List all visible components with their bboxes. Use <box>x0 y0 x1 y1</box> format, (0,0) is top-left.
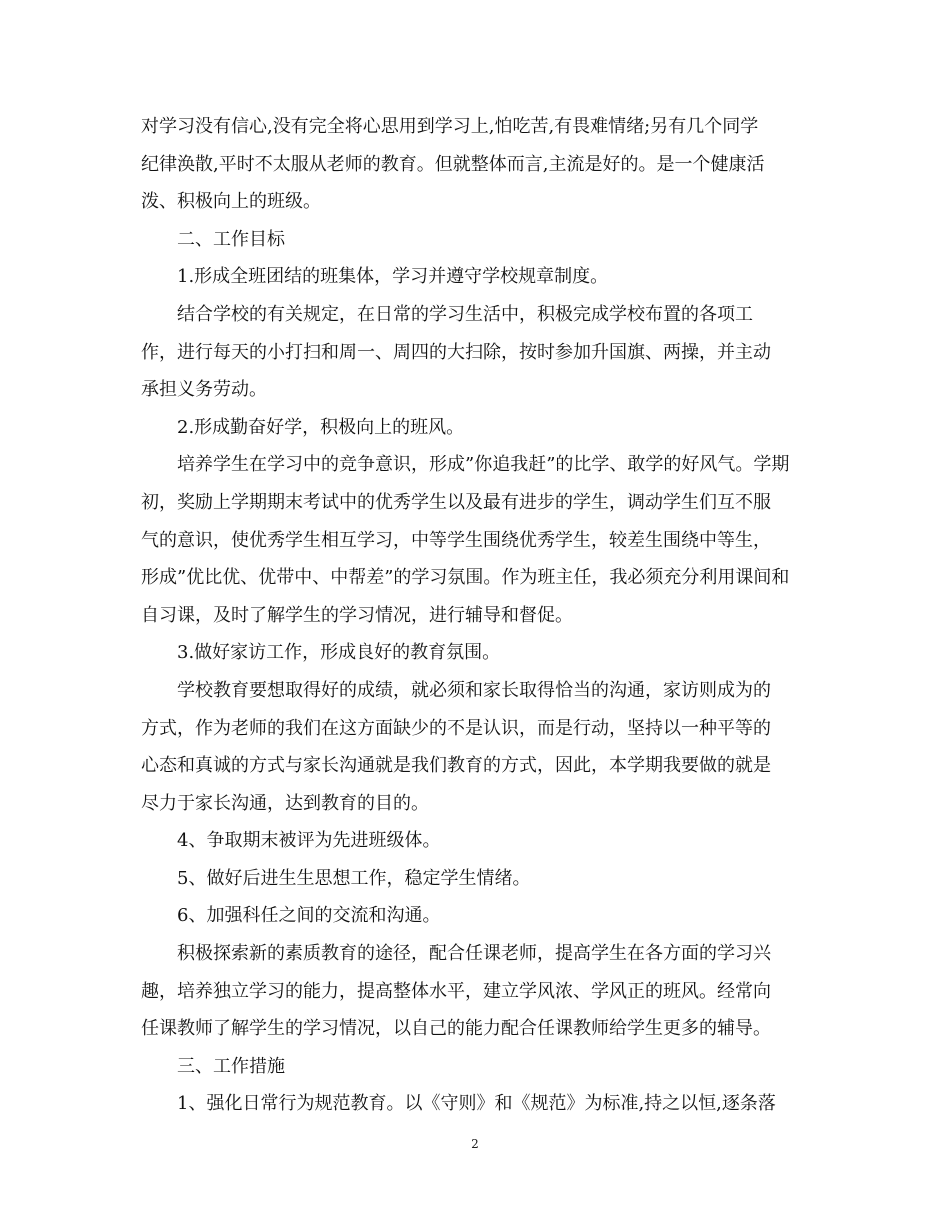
list-item-heading: 5、做好后进生生思想工作，稳定学生情绪。 <box>177 867 531 889</box>
text-line: 作，进行每天的小打扫和周一、周四的大扫除，按时参加升国旗、两操，并主动 <box>141 341 771 363</box>
text-line: 趣，培养独立学习的能力，提高整体水平，建立学风浓、学风正的班风。经常向 <box>141 980 771 1002</box>
text-line: 自习课，及时了解学生的学习情况，进行辅导和督促。 <box>141 604 573 626</box>
paragraph-start: 结合学校的有关规定，在日常的学习生活中，积极完成学校布置的各项工 <box>177 303 753 325</box>
text-line: 泼、积极向上的班级。 <box>141 191 321 213</box>
text-line: 心态和真诚的方式与家长沟通就是我们教育的方式，因此，本学期我要做的就是 <box>141 755 771 777</box>
text-line: 形成”优比优、优带中、中帮差”的学习氛围。作为班主任，我必须充分利用课间和 <box>141 567 790 589</box>
list-item-heading: 3.做好家访工作，形成良好的教育氛围。 <box>177 642 501 664</box>
text-line: 对学习没有信心,没有完全将心思用到学习上,怕吃苦,有畏难情绪;另有几个同学 <box>141 116 759 137</box>
text-line: 尽力于家长沟通，达到教育的目的。 <box>141 792 429 814</box>
text-line: 承担义务劳动。 <box>141 379 267 401</box>
list-item-heading: 4、争取期末被评为先进班级体。 <box>177 830 441 852</box>
list-item-heading: 6、加强科任之间的交流和沟通。 <box>177 905 441 927</box>
list-item-heading: 2.形成勤奋好学，积极向上的班风。 <box>177 416 465 438</box>
paragraph-start: 培养学生在学习中的竞争意识，形成”你追我赶”的比学、敢学的好风气。学期 <box>177 454 790 476</box>
text-line: 方式，作为老师的我们在这方面缺少的不是认识，而是行动，坚持以一种平等的 <box>141 717 771 739</box>
paragraph-start: 学校教育要想取得好的成绩，就必须和家长取得恰当的沟通，家访则成为的 <box>177 679 771 701</box>
section-heading: 三、工作措施 <box>177 1055 285 1077</box>
paragraph-start: 积极探索新的素质教育的途径，配合任课老师，提高学生在各方面的学习兴 <box>177 943 771 965</box>
section-heading: 二、工作目标 <box>177 228 285 250</box>
text-line: 初，奖励上学期期末考试中的优秀学生以及最有进步的学生，调动学生们互不服 <box>141 491 771 513</box>
list-item-heading: 1、强化日常行为规范教育。以《守则》和《规范》为标准,持之以恒,逐条落 <box>177 1093 776 1115</box>
text-line: 纪律涣散,平时不太服从老师的教育。但就整体而言,主流是好的。是一个健康活 <box>141 153 765 175</box>
document-body <box>141 108 813 1123</box>
page-number: 2 <box>471 1137 479 1151</box>
text-line: 气的意识，使优秀学生相互学习，中等学生围绕优秀学生，较差生围绕中等生， <box>141 529 771 551</box>
list-item-heading: 1.形成全班团结的班集体，学习并遵守学校规章制度。 <box>177 266 609 288</box>
text-line: 任课教师了解学生的学习情况，以自己的能力配合任课教师给学生更多的辅导。 <box>141 1018 771 1040</box>
